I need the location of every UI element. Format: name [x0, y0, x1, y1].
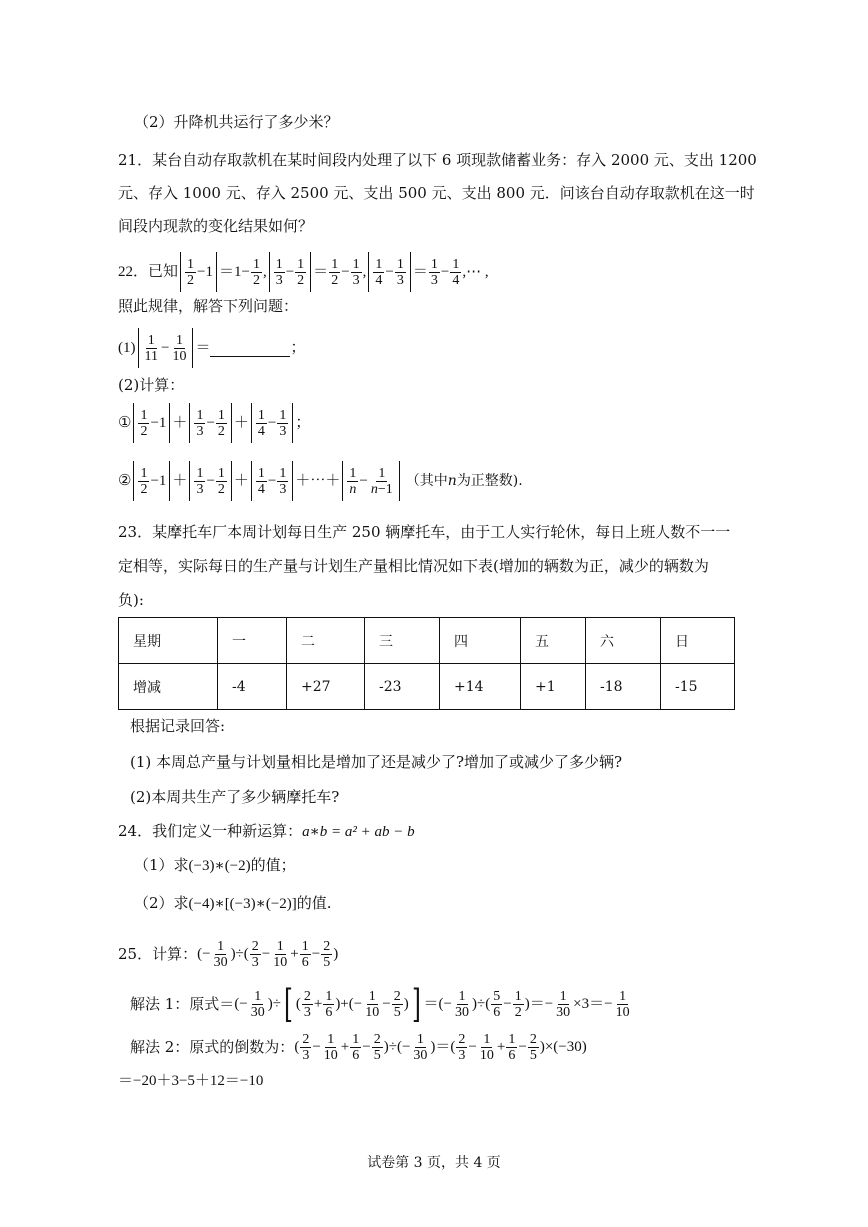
q24-part2-b: 的值. — [296, 894, 332, 912]
q25-last-line: ＝−20＋3−5＋12＝−10 — [118, 1073, 264, 1089]
q21-line3: 间段内现款的变化结果如何？ — [118, 217, 314, 235]
q25-sol1-label: 解法 1：原式＝ — [130, 995, 235, 1013]
table-cell: 三 — [365, 618, 440, 664]
table-cell: 六 — [586, 618, 661, 664]
q25-solution1: 解法 1：原式＝ (− $\frac{1}{30}$ )÷ [ ( $\frac{2}{3}$ + $\frac{1}{6}$ )+(− $\frac{1}{10}$ − $\frac{2}{5}$ ) ] ＝(− $\frac{1}{30}$ )÷( $\frac{5}{6}$ − $\frac{1}{2}$ )＝− $\frac{1}{30}$ ×3＝− $\frac{1}{10}$ — [130, 982, 630, 1026]
table-cell: +14 — [440, 664, 521, 710]
q22-calc1: ① $\frac{1}{2}$ −1 ＋ $\frac{1}{3}$ − $\frac{1}{2}$ ＋ $\frac{1}{4}$ − $\frac{1}{3}$ ； — [118, 401, 310, 445]
q22-part2-label: (2)计算： — [118, 376, 185, 394]
q22-rule: 照此规律，解答下列问题： — [118, 297, 299, 315]
q23-part1: (1) 本周总产量与计划量相比是增加了还是减少了?增加了或减少了多少辆? — [130, 753, 623, 771]
q23-line2: 定相等，实际每日的生产量与计划生产量相比情况如下表(增加的辆数为正，减少的辆数为 — [118, 557, 709, 575]
q23-part2: (2)本周共生产了多少辆摩托车? — [130, 788, 340, 806]
q24-part1-a: （1）求 — [134, 856, 189, 874]
production-table — [118, 617, 735, 710]
page-footer: 试卷第 3 页，共 4 页 — [367, 1155, 501, 1171]
q24-intro-line — [118, 821, 415, 842]
table-cell: +1 — [521, 664, 586, 710]
table-cell: 四 — [440, 618, 521, 664]
q22-part1-label: (1) — [118, 340, 136, 356]
q22-note: （其中 — [405, 473, 448, 489]
q23-line3: 负): — [118, 591, 144, 609]
q22-note-var: n — [447, 473, 457, 489]
q24-part1 — [134, 855, 296, 876]
q21-line2: 元、存入 1000 元、存入 2500 元、支出 500 元、支出 800 元．问该台自动存取款机在这一时 — [118, 184, 755, 202]
q24-intro: 24．我们定义一种新运算： — [118, 822, 303, 840]
q25-solution2: 解法 2：原式的倒数为： ( $\frac{2}{3}$ − $\frac{1}{10}$ + $\frac{1}{6}$ − $\frac{2}{5}$ )÷(− $\frac{1}{30}$ )＝( $\frac{2}{3}$ − $\frac{1}{10}$ + $\frac{1}{6}$ − $\frac{2}{5}$ )×(−30) — [130, 1031, 587, 1063]
q24-part2-a: （2）求 — [134, 894, 189, 912]
circle-one: ① — [118, 415, 132, 431]
q24-formula: a∗b = a² + ab − b — [302, 824, 415, 840]
table-cell: 二 — [287, 618, 365, 664]
table-cell: 五 — [521, 618, 586, 664]
q25-intro: 25．计算： — [118, 945, 198, 963]
circle-two: ② — [118, 473, 132, 489]
q22-note-end: 为正整数). — [456, 473, 523, 489]
table-cell: 星期 — [119, 618, 218, 664]
q22-given: 22．已知 $\frac{1}{2}$ −1 ＝1− $\frac{1}{2}$ , $\frac{1}{3}$ − $\frac{1}{2}$ ＝ $\frac{1}{2}$ − $\frac{1}{3}$ , $\frac{1}{4}$ − $\frac{1}{3}$ ＝ $\frac{1}{3}$ − $\frac{1}{4}$ ,⋯ , — [118, 250, 489, 294]
q24-part2-expr: (−4)∗[(−3)∗(−2)] — [188, 896, 297, 912]
table-cell: -4 — [218, 664, 287, 710]
table-row — [119, 618, 735, 664]
q23-answer-intro: 根据记录回答: — [130, 717, 226, 735]
q22-part1: (1) $\frac{1}{11}$ − $\frac{1}{10}$ ＝ ； — [118, 326, 305, 370]
q22-prefix: 22．已知 — [118, 264, 179, 280]
table-cell: -18 — [586, 664, 661, 710]
table-cell: 日 — [661, 618, 735, 664]
q24-part1-b: 的值； — [250, 856, 296, 874]
table-cell: 一 — [218, 618, 287, 664]
q25-sol2-label: 解法 2：原式的倒数为： — [130, 1038, 295, 1056]
table-cell: +27 — [287, 664, 365, 710]
q22-calc2: ② $\frac{1}{2}$ −1 ＋ $\frac{1}{3}$ − $\frac{1}{2}$ ＋ $\frac{1}{4}$ − $\frac{1}{3}$ ＋⋯＋ $\frac{1}{n}$ − $\frac{1}{n-1}$ （其中n为正整数). — [118, 459, 523, 503]
table-row — [119, 664, 735, 710]
table-cell: 增减 — [119, 664, 218, 710]
table-cell: -23 — [365, 664, 440, 710]
q25-problem: 25．计算： (− $\frac{1}{30}$ )÷( $\frac{2}{3}$ − $\frac{1}{10}$ + $\frac{1}{6}$ − $\frac{2}{5}$ ) — [118, 938, 339, 970]
q20-part2: （2）升降机共运行了多少米？ — [134, 113, 339, 131]
answer-blank[interactable] — [210, 340, 290, 357]
q24-part2 — [134, 893, 332, 914]
table-cell: -15 — [661, 664, 735, 710]
q21-line1: 21．某台自动存取款机在某时间段内处理了以下 6 项现款储蓄业务：存入 2000 元、支出 1200 — [118, 151, 757, 169]
q23-line1: 23．某摩托车厂本周计划每日生产 250 辆摩托车，由于工人实行轮休，每日上班人数不一一 — [118, 523, 731, 541]
q24-part1-expr: (−3)∗(−2) — [188, 858, 251, 874]
